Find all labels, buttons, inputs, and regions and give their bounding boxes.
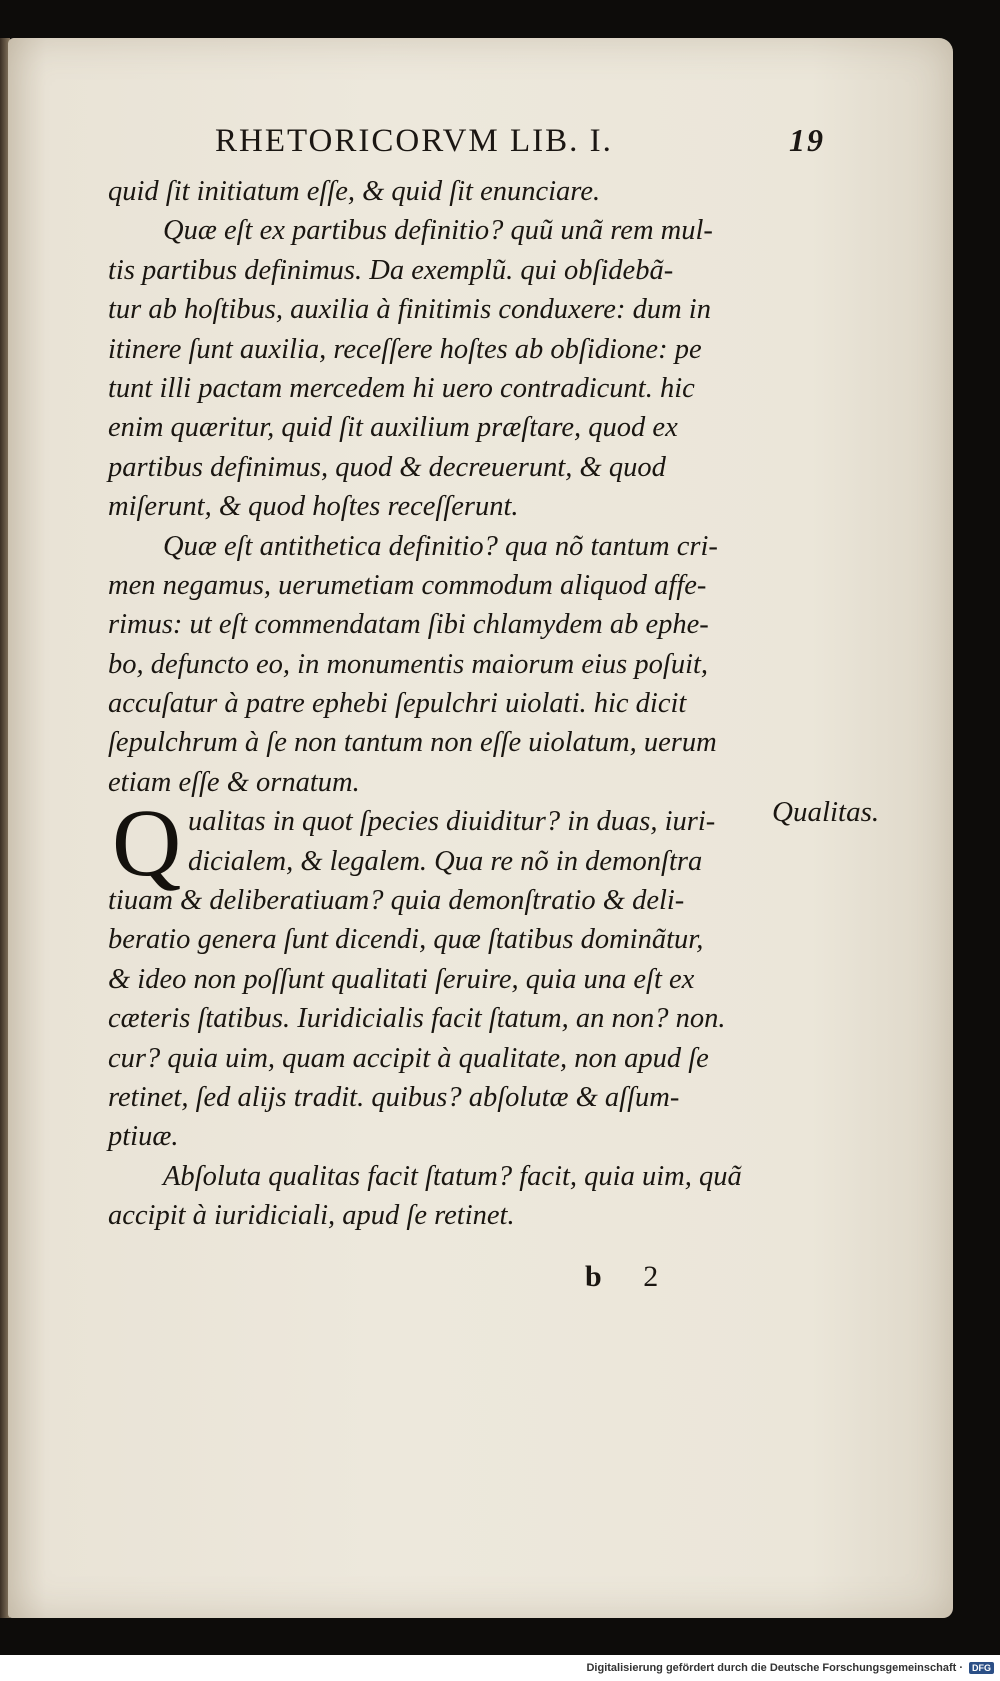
text-line: ſepulchrum à ſe non tantum non eſſe uiolatum, uerum: [108, 727, 717, 759]
text-line: retinet, ſed alijs tradit. quibus? abſolutæ & aſſum-: [108, 1081, 680, 1113]
text-line: dicialem, & legalem. Qua re nõ in demonſtra: [188, 845, 703, 877]
text-line: enim quæritur, quid ſit auxilium præſtare, quod ex: [108, 412, 678, 444]
text-line: partibus definimus, quod & decreuerunt, & quod: [108, 451, 666, 483]
drop-cap-initial: Q: [112, 789, 182, 897]
text-line: & ideo non poſſunt qualitati ſeruire, quia una eſt ex: [108, 963, 695, 995]
text-line: beratio genera ſunt dicendi, quæ ſtatibus dominãtur,: [108, 924, 704, 956]
text-line: itinere ſunt auxilia, receſſere hoſtes ab obſidione: pe: [108, 333, 702, 365]
text-line: tiuam & deliberatiuam? quia demonſtratio & deli-: [108, 885, 685, 917]
text-line: accipit à iuridiciali, apud ſe retinet.: [108, 1200, 515, 1232]
running-title: RHETORICORVM LIB. I.: [215, 123, 613, 159]
text-line: rimus: ut eſt commendatam ſibi chlamydem ab ephe-: [108, 609, 709, 641]
text-line: men negamus, uerumetiam commodum aliquod affe-: [108, 569, 707, 601]
signature-number: 2: [643, 1260, 659, 1293]
text-line: miſerunt, & quod hoſtes receſſerunt.: [108, 491, 519, 523]
signature-letter: b: [585, 1260, 602, 1293]
text-line: Abſoluta qualitas facit ſtatum? facit, quia uim, quã: [163, 1160, 742, 1192]
text-line: ualitas in quot ſpecies diuiditur? in duas, iuri-: [188, 806, 716, 838]
dfg-logo-badge: DFG: [969, 1662, 994, 1674]
page-header: [215, 122, 825, 160]
text-line: Quæ eſt ex partibus definitio? quũ unã rem mul-: [163, 215, 713, 247]
text-line: bo, defuncto eo, in monumentis maiorum eius poſuit,: [108, 648, 709, 680]
signature-mark: [585, 1260, 658, 1294]
text-line: tur ab hoſtibus, auxilia à finitimis conduxere: dum in: [108, 294, 711, 326]
text-line: accuſatur à patre ephebi ſepulchri uiolati. hic dicit: [108, 688, 687, 720]
text-line: Quæ eſt antithetica definitio? qua nõ tantum cri-: [163, 530, 718, 562]
body-text: [108, 172, 773, 1236]
footer-bar: [0, 1655, 1000, 1681]
folio-number: 19: [789, 122, 825, 158]
text-line: cur? quia uim, quam accipit à qualitate, non apud ſe: [108, 1042, 709, 1074]
text-line: quid ſit initiatum eſſe, & quid ſit enunciare.: [108, 176, 601, 207]
digitization-credit: Digitalisierung gefördert durch die Deutsche Forschungsgemeinschaft ·: [586, 1662, 963, 1674]
text-line: etiam eſſe & ornatum.: [108, 766, 360, 798]
text-line: cæteris ſtatibus. Iuridicialis facit ſtatum, an non? non.: [108, 1003, 726, 1035]
text-line: tunt illi pactam mercedem hi uero contradicunt. hic: [108, 372, 695, 404]
drop-cap-paragraph: [108, 789, 773, 897]
text-line: tis partibus definimus. Da exemplũ. qui obſidebã-: [108, 254, 674, 286]
marginal-note: Qualitas.: [772, 796, 880, 828]
text-line: ptiuæ.: [108, 1121, 179, 1153]
